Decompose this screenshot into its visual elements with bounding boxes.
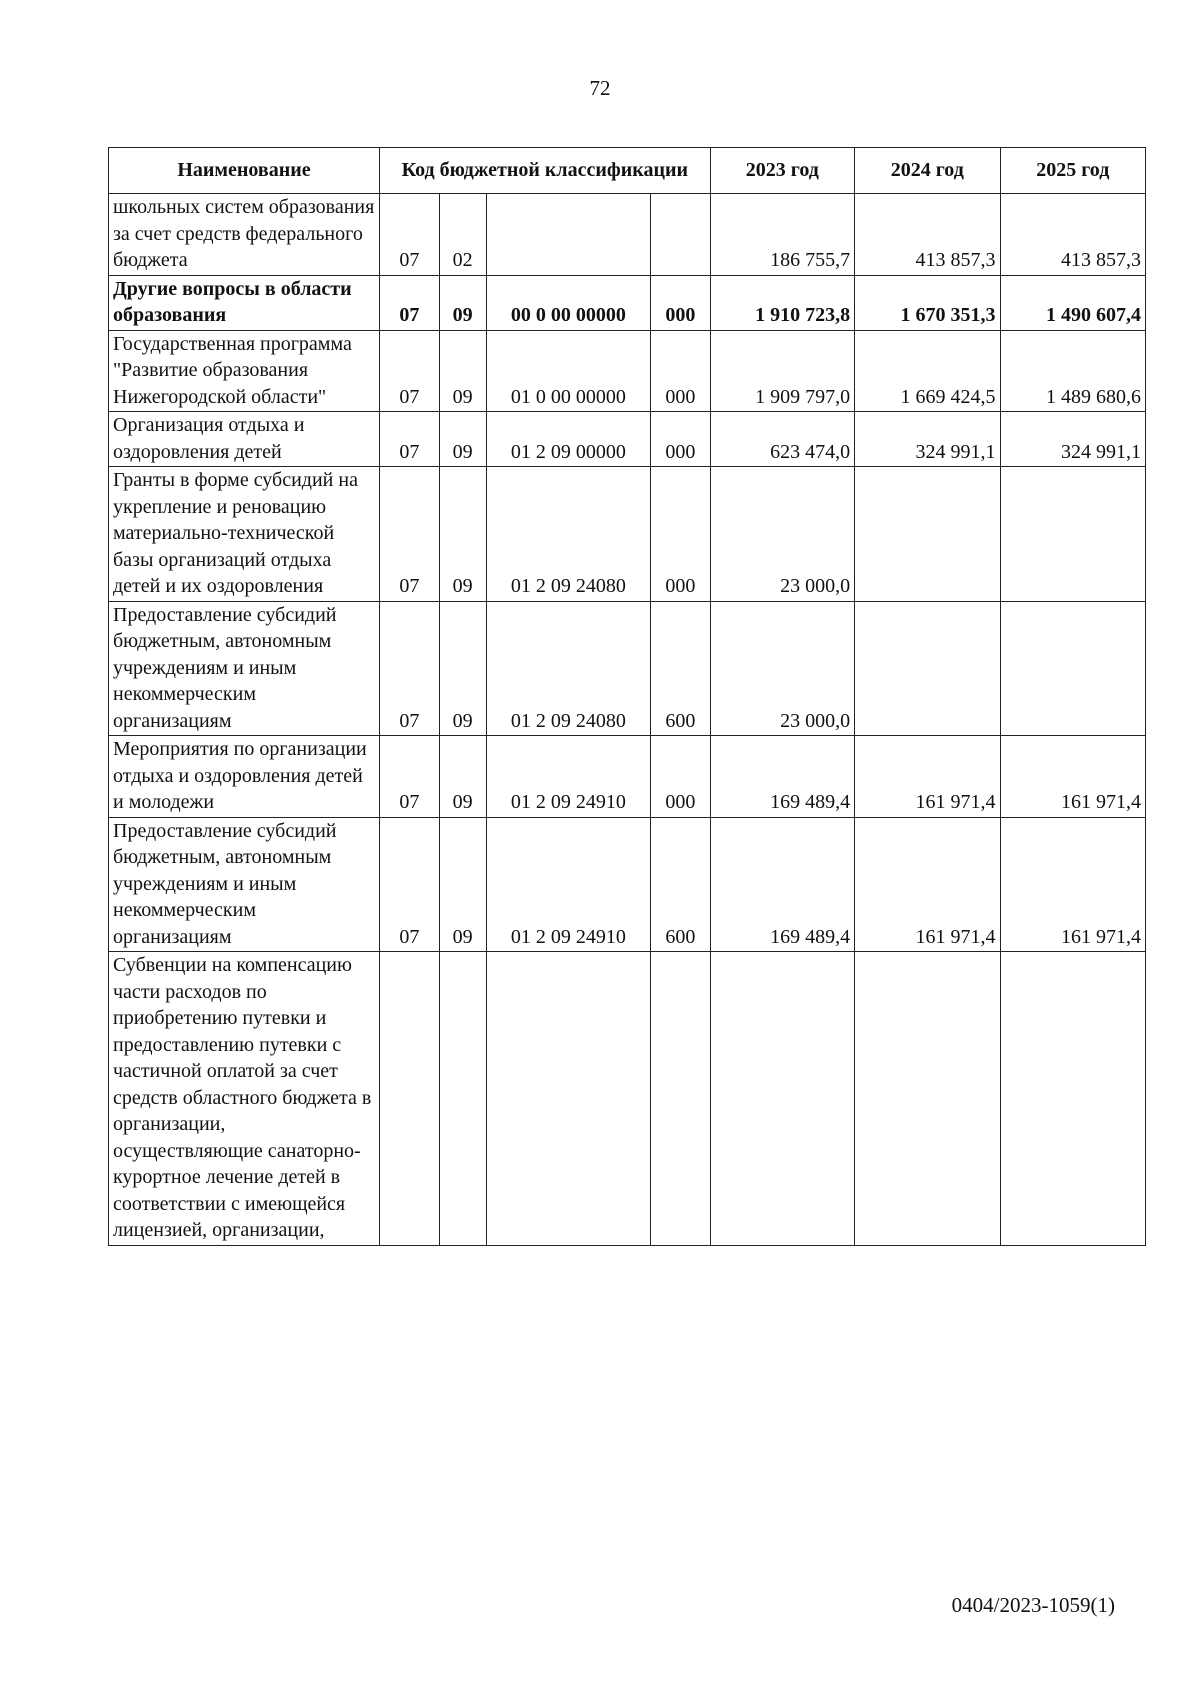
row-section: 07 (380, 330, 440, 412)
page-number: 72 (589, 76, 611, 100)
row-subsection: 09 (439, 275, 486, 330)
row-2024: 161 971,4 (855, 817, 1000, 952)
row-subsection: 09 (439, 736, 486, 818)
header-code: Код бюджетной классификации (380, 148, 711, 194)
row-subsection: 02 (439, 194, 486, 276)
table-row (109, 330, 1146, 412)
row-2025: 1 489 680,6 (1000, 330, 1146, 412)
row-target-code: 00 0 00 00000 (486, 275, 650, 330)
row-section: 07 (380, 601, 440, 736)
header-name: Наименование (109, 148, 380, 194)
header-2025: 2025 год (1000, 148, 1146, 194)
table-row (109, 952, 1146, 1246)
row-2025: 161 971,4 (1000, 817, 1146, 952)
row-2025 (1000, 467, 1146, 602)
row-target-code: 01 2 09 24080 (486, 601, 650, 736)
row-2023: 169 489,4 (710, 736, 854, 818)
row-2023: 186 755,7 (710, 194, 854, 276)
row-expense-type (651, 952, 711, 1246)
row-2025: 324 991,1 (1000, 412, 1146, 467)
row-subsection: 09 (439, 817, 486, 952)
budget-table (108, 147, 1146, 1246)
row-2025 (1000, 601, 1146, 736)
row-2023: 623 474,0 (710, 412, 854, 467)
row-2023: 1 909 797,0 (710, 330, 854, 412)
row-target-code: 01 0 00 00000 (486, 330, 650, 412)
row-name: Организация отдыха и оздоровления детей (109, 412, 380, 467)
row-2024 (855, 601, 1000, 736)
row-2024: 1 670 351,3 (855, 275, 1000, 330)
header-row (109, 148, 1146, 194)
row-target-code: 01 2 09 24910 (486, 817, 650, 952)
row-expense-type: 600 (651, 601, 711, 736)
row-2024: 1 669 424,5 (855, 330, 1000, 412)
row-2024: 413 857,3 (855, 194, 1000, 276)
table-row (109, 194, 1146, 276)
row-section (380, 952, 440, 1246)
table-row (109, 467, 1146, 602)
row-expense-type: 000 (651, 330, 711, 412)
table-row (109, 817, 1146, 952)
row-section: 07 (380, 275, 440, 330)
row-2023: 169 489,4 (710, 817, 854, 952)
row-section: 07 (380, 412, 440, 467)
row-section: 07 (380, 736, 440, 818)
row-name: Предоставление субсидий бюджетным, автономным учреждениям и иным некоммерческим организациям (109, 601, 380, 736)
table-row (109, 601, 1146, 736)
row-2023: 23 000,0 (710, 601, 854, 736)
row-expense-type: 000 (651, 412, 711, 467)
row-name: Другие вопросы в области образования (109, 275, 380, 330)
row-2023 (710, 952, 854, 1246)
header-2024: 2024 год (855, 148, 1000, 194)
row-target-code: 01 2 09 00000 (486, 412, 650, 467)
row-expense-type: 000 (651, 736, 711, 818)
row-target-code (486, 194, 650, 276)
row-2025: 413 857,3 (1000, 194, 1146, 276)
row-name: Мероприятия по организации отдыха и оздоровления детей и молодежи (109, 736, 380, 818)
row-2024 (855, 952, 1000, 1246)
row-2024: 161 971,4 (855, 736, 1000, 818)
row-2024 (855, 467, 1000, 602)
table-row (109, 275, 1146, 330)
row-expense-type (651, 194, 711, 276)
row-expense-type: 000 (651, 275, 711, 330)
row-target-code: 01 2 09 24910 (486, 736, 650, 818)
row-section: 07 (380, 467, 440, 602)
row-subsection: 09 (439, 412, 486, 467)
row-subsection (439, 952, 486, 1246)
row-2023: 1 910 723,8 (710, 275, 854, 330)
row-name: школьных систем образования за счет средств федерального бюджета (109, 194, 380, 276)
row-expense-type: 600 (651, 817, 711, 952)
row-subsection: 09 (439, 330, 486, 412)
row-target-code: 01 2 09 24080 (486, 467, 650, 602)
row-2025: 1 490 607,4 (1000, 275, 1146, 330)
header-2023: 2023 год (710, 148, 854, 194)
row-2024: 324 991,1 (855, 412, 1000, 467)
row-name: Предоставление субсидий бюджетным, автономным учреждениям и иным некоммерческим организациям (109, 817, 380, 952)
document-number: 0404/2023-1059(1) (951, 1593, 1115, 1617)
row-target-code (486, 952, 650, 1246)
table-row (109, 736, 1146, 818)
row-name: Гранты в форме субсидий на укрепление и реновацию материально-технической базы организаций отдыха детей и их оздоровления (109, 467, 380, 602)
row-2023: 23 000,0 (710, 467, 854, 602)
row-section: 07 (380, 194, 440, 276)
row-2025 (1000, 952, 1146, 1246)
row-name: Государственная программа "Развитие образования Нижегородской области" (109, 330, 380, 412)
row-subsection: 09 (439, 467, 486, 602)
row-2025: 161 971,4 (1000, 736, 1146, 818)
row-name: Субвенции на компенсацию части расходов по приобретению путевки и предоставлению путевки с частичной оплатой за счет средств областного бюджета в организации, осуществляющие санаторно-курортное лечение детей в соответствии с имеющейся лицензией, организации, (109, 952, 380, 1246)
row-subsection: 09 (439, 601, 486, 736)
row-section: 07 (380, 817, 440, 952)
row-expense-type: 000 (651, 467, 711, 602)
table-row (109, 412, 1146, 467)
